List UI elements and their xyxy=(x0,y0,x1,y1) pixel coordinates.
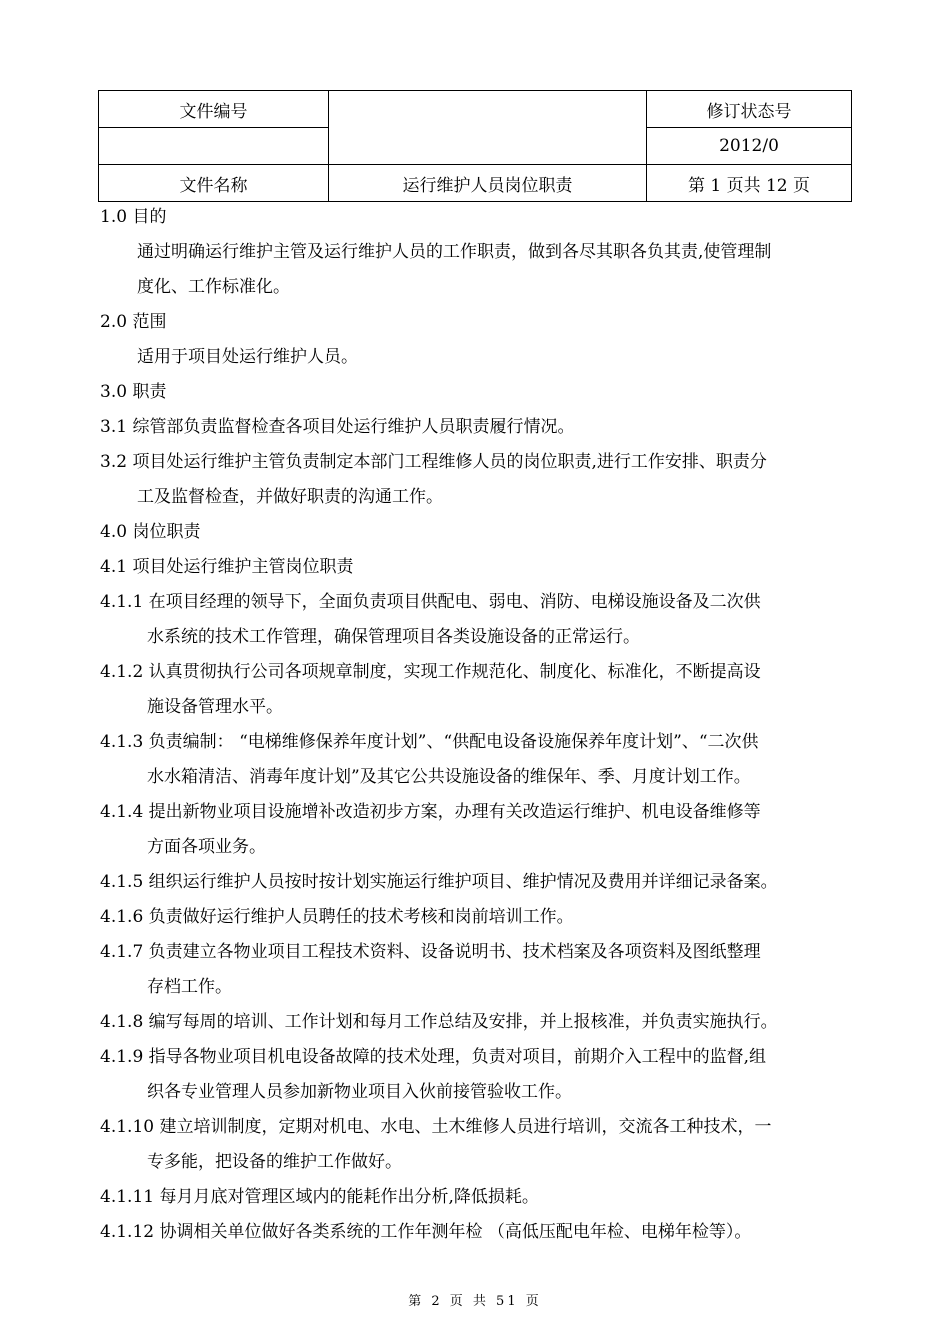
doc-number-empty-cell xyxy=(99,128,329,165)
duties-4-1-title: 4.1 项目处运行维护主管岗位职责 xyxy=(100,557,354,577)
section-title-responsibility: 3.0 职责 xyxy=(100,382,167,402)
duty-4-1-2-line1: 4.1.2 认真贯彻执行公司各项规章制度，实现工作规范化、制度化、标准化，不断提高设 xyxy=(100,662,761,682)
doc-number-value xyxy=(329,91,647,165)
duty-4-1-3-line1: 4.1.3 负责编制： “电梯维修保养年度计划”、“供配电设备设施保养年度计划”、“二次供 xyxy=(100,732,759,752)
responsibility-3-1: 3.1 综管部负责监督检查各项目处运行维护人员职责履行情况。 xyxy=(100,417,575,437)
duty-4-1-2-line2: 施设备管理水平。 xyxy=(147,697,283,717)
duty-4-1-5: 4.1.5 组织运行维护人员按时按计划实施运行维护项目、维护情况及费用并详细记录备案。 xyxy=(100,872,778,892)
doc-name-label: 文件名称 xyxy=(99,165,329,202)
scope-text: 适用于项目处运行维护人员。 xyxy=(137,347,358,367)
page-footer: 第 2 页 共 51 页 xyxy=(408,1294,542,1309)
purpose-text-line2: 度化、工作标准化。 xyxy=(137,277,290,297)
section-title-duties: 4.0 岗位职责 xyxy=(100,522,201,542)
revision-value: 2012/0 xyxy=(647,128,852,165)
duty-4-1-7-line2: 存档工作。 xyxy=(147,977,232,997)
responsibility-3-2-line2: 工及监督检查，并做好职责的沟通工作。 xyxy=(137,487,443,507)
duty-4-1-9-line2: 织各专业管理人员参加新物业项目入伙前接管验收工作。 xyxy=(147,1082,572,1102)
duty-4-1-11: 4.1.11 每月月底对管理区域内的能耗作出分析,降低损耗。 xyxy=(100,1187,539,1207)
duty-4-1-6: 4.1.6 负责做好运行维护人员聘任的技术考核和岗前培训工作。 xyxy=(100,907,574,927)
doc-name-value: 运行维护人员岗位职责 xyxy=(329,165,647,202)
duty-4-1-1-line2: 水系统的技术工作管理，确保管理项目各类设施设备的正常运行。 xyxy=(147,627,640,647)
duty-4-1-9-line1: 4.1.9 指导各物业项目机电设备故障的技术处理，负责对项目，前期介入工程中的监督,组 xyxy=(100,1047,767,1067)
duty-4-1-1-line1: 4.1.1 在项目经理的领导下，全面负责项目供配电、弱电、消防、电梯设施设备及二次供 xyxy=(100,592,761,612)
duty-4-1-10-line2: 专多能，把设备的维护工作做好。 xyxy=(147,1152,402,1172)
section-title-scope: 2.0 范围 xyxy=(100,312,167,332)
document-header-table xyxy=(98,90,852,202)
document-body xyxy=(100,200,852,1250)
duty-4-1-4-line1: 4.1.4 提出新物业项目设施增补改造初步方案，办理有关改造运行维护、机电设备维修等 xyxy=(100,802,761,822)
page-info: 第 1 页共 12 页 xyxy=(647,165,852,202)
duty-4-1-12: 4.1.12 协调相关单位做好各类系统的工作年测年检 （高低压配电年检、电梯年检等）。 xyxy=(100,1222,752,1242)
section-title-purpose: 1.0 目的 xyxy=(100,207,167,227)
revision-label: 修订状态号 xyxy=(647,91,852,128)
duty-4-1-10-line1: 4.1.10 建立培训制度，定期对机电、水电、土木维修人员进行培训，交流各工种技术，一 xyxy=(100,1117,772,1137)
responsibility-3-2-line1: 3.2 项目处运行维护主管负责制定本部门工程维修人员的岗位职责,进行工作安排、职责分 xyxy=(100,452,767,472)
duty-4-1-3-line2: 水水箱清洁、消毒年度计划”及其它公共设施设备的维保年、季、月度计划工作。 xyxy=(147,767,751,787)
duty-4-1-7-line1: 4.1.7 负责建立各物业项目工程技术资料、设备说明书、技术档案及各项资料及图纸整理 xyxy=(100,942,761,962)
duty-4-1-8: 4.1.8 编写每周的培训、工作计划和每月工作总结及安排，并上报核准，并负责实施执行。 xyxy=(100,1012,778,1032)
purpose-text-line1: 通过明确运行维护主管及运行维护人员的工作职责，做到各尽其职各负其责,使管理制 xyxy=(137,242,772,262)
doc-number-label: 文件编号 xyxy=(99,91,329,128)
duty-4-1-4-line2: 方面各项业务。 xyxy=(147,837,266,857)
